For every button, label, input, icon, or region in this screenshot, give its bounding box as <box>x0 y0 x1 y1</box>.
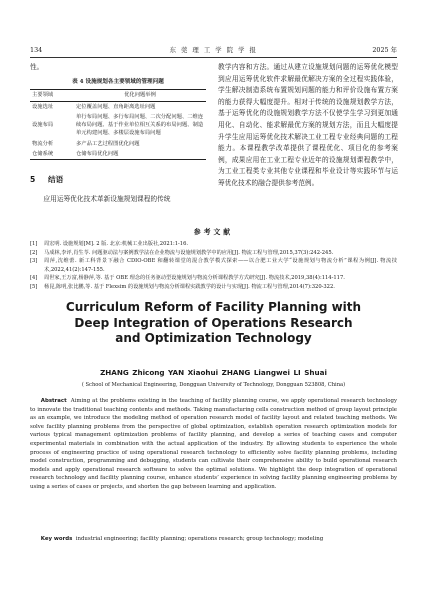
reference-item <box>30 274 397 283</box>
table-row <box>30 101 206 112</box>
english-abstract <box>30 397 397 492</box>
conclusion-continued-paragraph: 教学内容和方法。通过从建立设施规划问题的运筹优化模型到应用运筹优化软件求解最优解决方案的全过程实践体验，学生解决制造系统布置规划问题的能力和评价设施布置方案的能力获得大幅度提升。相对于传统的设施规划教学方法，基于运筹优化的设施规划教学方法不仅使学生学习到更加通用化、自动化、能求解最优方案的规划方法，而且大幅度提升学生应用运筹优化技术解决工业工程专业经典问题的工程能力。本课程教学改革提供了课程优化、项目化的参考案例，成果应用在工业工程专业近年的设施规划课程教学中，为工业工程类专业其他专业课程和毕业设计等实践环节与运筹优化技术的融合提供参考范例。 <box>218 63 398 187</box>
table-row <box>30 149 206 160</box>
table-row <box>30 112 206 139</box>
reference-text: 马成林,李评,肖生苓. 问题驱动法与案例教学法在企业物流与设施规划教学中的应用[J]. 物流工程与管理,2015,37(3):242-245. <box>44 249 334 256</box>
reference-number: [5] <box>30 283 38 290</box>
issue-year: 2025 年 <box>372 46 397 54</box>
abstract-text: Aiming at the problems existing in the teaching of facility planning course, we apply operational research technology to innovate the traditional teaching contents and methods. Taking manufacturing cells construction method of group layout principle as an example, we introduce the modeling method of operation research model of facility layout and related teaching methods. We solve facility planning problems from the perspective of global optimization, establish operation research optimization models for various typical management optimization problems of facility planning, and develop a series of teaching cases and computer experimental materials in combination with the actual application of the industry. By allowing students to experience the whole process of engineering practice of using operational research technology to efficiently solve facility planning problems, including model construction, programming and debugging, students can cultivate their comprehensive ability to build operational research models and apply operational research software to solve the optimal solutions. We highlight the deep integration of operational research technology and facility planning course, enhance students’ experience in solving facility planning engineering problems by using a series of cases or projects, and shorten the gap between learning and application. <box>30 398 397 490</box>
table-caption: 表 4 设施规划各主要领域的管理问题 <box>72 78 164 85</box>
table-row <box>30 139 206 149</box>
english-keywords <box>30 535 397 544</box>
reference-text: 周萍,沈维蕾. 新工科背景下融合 CDIO-OBE 和翻转课堂的混合教学模式探索——以合肥工业大学“设施规划与物流分析”课程为例[J]. 物流技术,2022,41(2):147-155. <box>44 258 397 273</box>
conclusion-paragraph: 应用运筹优化技术革新设施规划课程的传统 <box>43 194 171 203</box>
reference-text: 周宏明. 设施规划[M]. 2 版. 北京:机械工业出版社,2021:1-16. <box>44 241 189 247</box>
table-cell: 设施选址 <box>32 103 54 110</box>
table-cell: 定位覆盖问题、直角距离选址问题 <box>76 103 156 110</box>
table-cell: 多产品工艺过程图优化问题 <box>76 140 140 147</box>
reference-number: [2] <box>30 249 38 256</box>
table-header-row <box>30 89 206 101</box>
table-cell: 单行布局问题、多行布局问题、二次分配问题、二维连续布局问题、基于作业单位相互关系的布局问题、制造单元构建问题、多楼层设施布局问题 <box>76 114 204 137</box>
table-header-cell: 主要领域 <box>30 89 74 101</box>
section-title: 结语 <box>48 175 64 185</box>
reference-item <box>30 240 397 249</box>
abstract-label: Abstract <box>40 398 67 404</box>
reference-item <box>30 283 397 292</box>
english-title <box>30 300 397 347</box>
right-column <box>218 62 398 190</box>
reference-text: 杨昆,陈明,张比鹏,等. 基于 Flexsim 的设施规划与物流分析课程实践教学的设计与实现[J]. 物流工程与管理,2014(7):320-322. <box>44 283 335 290</box>
reference-number: [4] <box>30 275 38 281</box>
management-problems-table <box>30 89 206 160</box>
table-cell: 仓储系统 <box>30 149 74 160</box>
reference-list <box>30 240 397 291</box>
reference-item <box>30 257 397 274</box>
table-cell: 物流分析 <box>32 140 54 147</box>
table-header-cell: 优化问题举例 <box>74 89 206 101</box>
left-column <box>30 62 206 205</box>
running-header <box>30 44 397 56</box>
reference-item <box>30 249 397 258</box>
reference-text: 周世家,王万富,杨静萍,等. 基于 OBE 理念的任务驱动型设施规划与物流分析课程教学方式研究[J]. 物流技术,2019,38(4):114-117. <box>44 275 345 281</box>
reference-number: [1] <box>30 241 38 247</box>
english-title-line: Curriculum Reform of Facility Planning with <box>65 300 362 314</box>
reference-number: [3] <box>30 258 38 264</box>
section-number: 5 <box>30 175 36 185</box>
table-cell: 设施布局 <box>32 122 54 129</box>
keywords-text: industrial engineering; facility planning; operations research; group technology; modeling <box>75 536 324 542</box>
continued-text: 性。 <box>30 63 44 71</box>
references-heading: 参考文献 <box>193 228 234 236</box>
english-title-line: and Optimization Technology <box>115 331 312 346</box>
keywords-label: Key words <box>40 536 73 542</box>
english-affiliation: ( School of Mechanical Engineering, Dongguan University of Technology, Dongguan 523808, China) <box>81 382 346 388</box>
section-heading <box>30 174 206 186</box>
table-cell: 仓储布局优化问题 <box>74 149 206 160</box>
journal-name: 东 莞 理 工 学 院 学 报 <box>169 46 258 54</box>
english-title-line: Deep Integration of Operations Research <box>74 315 353 330</box>
page-number: 134 <box>30 46 43 54</box>
header-divider <box>30 57 397 58</box>
english-authors: ZHANG Zhicong YAN Xiaohui ZHANG Liangwei LI Shuai <box>100 368 327 377</box>
